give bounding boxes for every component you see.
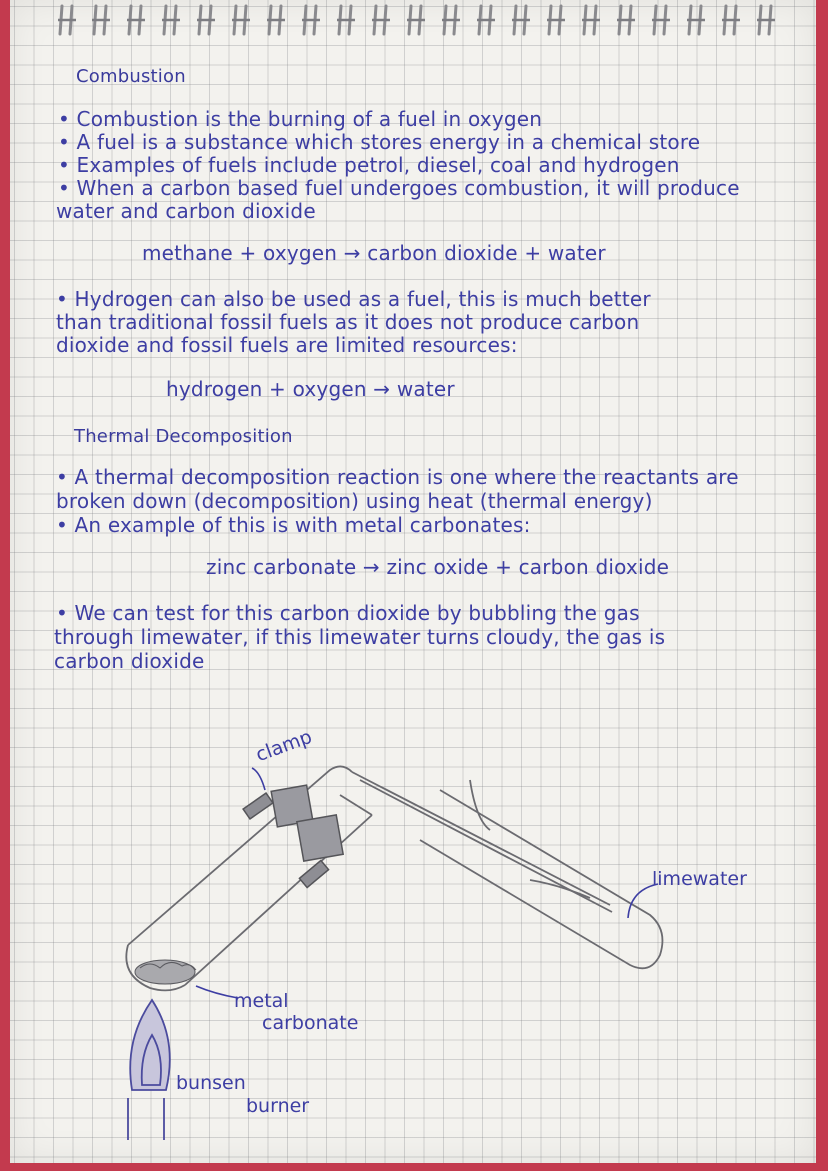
hydrogen-note-line-3: dioxide and fossil fuels are limited resources: [56, 333, 518, 357]
combustion-bullet-1: • Combustion is the burning of a fuel in oxygen [58, 107, 543, 131]
hydrogen-equation: hydrogen + oxygen → water [166, 377, 455, 401]
combustion-bullet-2: • A fuel is a substance which stores energy in a chemical store [58, 130, 701, 154]
limewater-test-line-1: • We can test for this carbon dioxide by bubbling the gas [56, 601, 640, 625]
label-bunsen: bunsen [176, 1072, 246, 1094]
label-metal: metal [234, 990, 289, 1012]
combustion-bullet-4: • When a carbon based fuel undergoes combustion, it will produce [58, 176, 740, 200]
limewater-test-line-3: carbon dioxide [54, 649, 205, 673]
label-limewater: limewater [652, 868, 747, 890]
boiling-tube [126, 766, 372, 990]
limewater-tube [420, 790, 662, 968]
zinc-carbonate-equation: zinc carbonate → zinc oxide + carbon dioxide [206, 555, 670, 579]
label-carbonate: carbonate [262, 1012, 359, 1034]
apparatus-diagram [0, 690, 828, 1160]
hydrogen-note-line-1: • Hydrogen can also be used as a fuel, this is much better [56, 287, 651, 311]
thermal-bullet-1-cont: broken down (decomposition) using heat (thermal energy) [56, 489, 653, 513]
metal-carbonate-powder [135, 960, 196, 984]
heading-combustion: Combustion [76, 66, 186, 87]
hydrogen-note-line-2: than traditional fossil fuels as it does not produce carbon [56, 310, 640, 334]
combustion-bullet-4-cont: water and carbon dioxide [56, 199, 316, 223]
thermal-bullet-2: • An example of this is with metal carbonates: [56, 513, 531, 537]
label-burner: burner [246, 1095, 310, 1117]
limewater-test-line-2: through limewater, if this limewater turns cloudy, the gas is [54, 625, 666, 649]
bunsen-burner-icon [128, 1000, 170, 1140]
combustion-bullet-3: • Examples of fuels include petrol, diesel, coal and hydrogen [58, 153, 680, 177]
methane-equation: methane + oxygen → carbon dioxide + water [142, 241, 606, 265]
thermal-bullet-1: • A thermal decomposition reaction is one where the reactants are [56, 465, 739, 489]
spiral-binding [0, 0, 828, 42]
heading-thermal-decomposition: Thermal Decomposition [74, 426, 293, 447]
clamp-icon [243, 785, 343, 887]
label-clamp: clamp [252, 725, 315, 767]
